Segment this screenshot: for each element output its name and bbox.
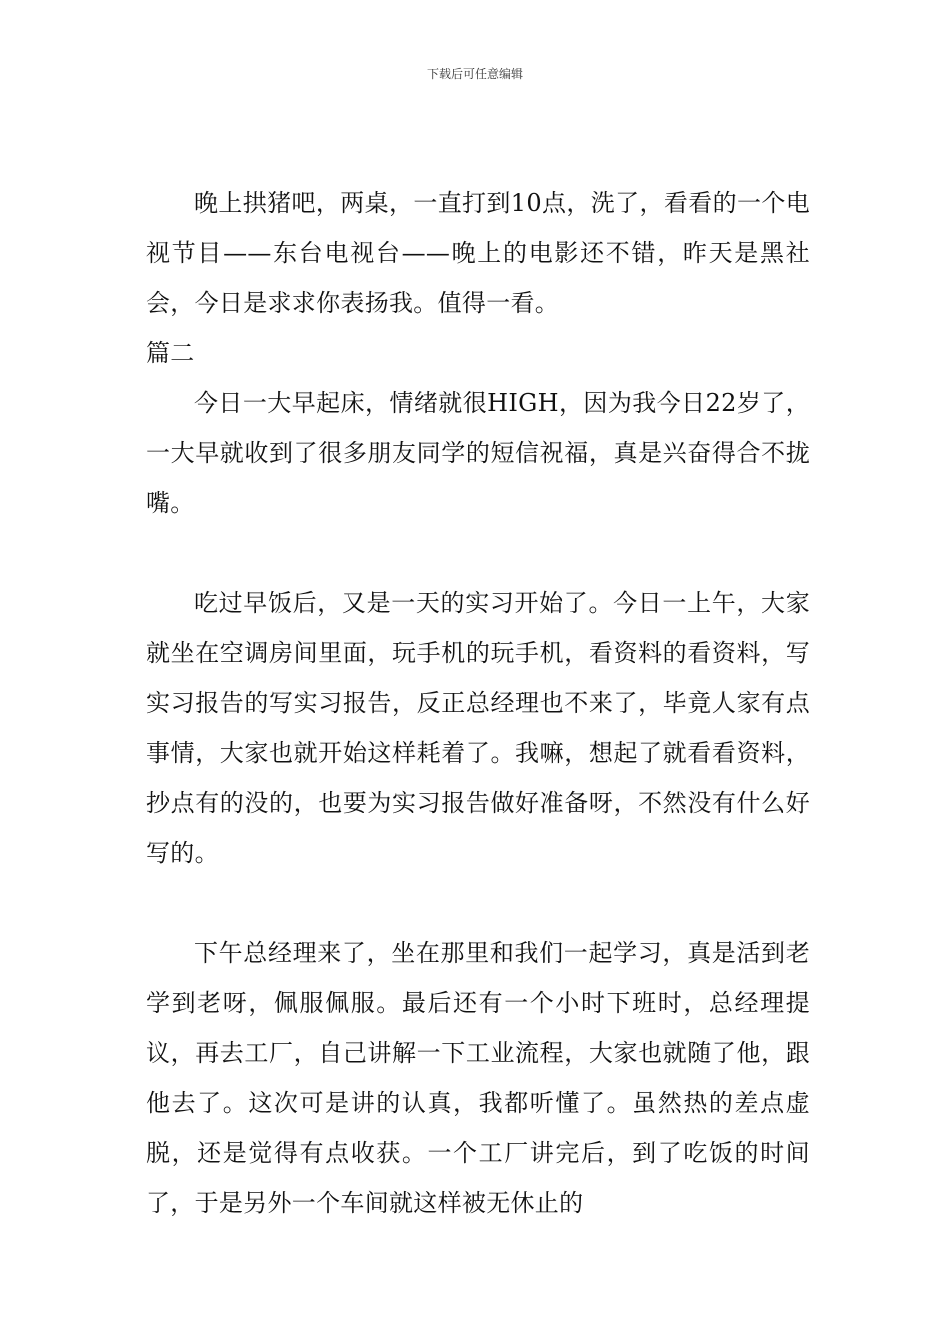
section-heading: 篇二 bbox=[146, 339, 195, 367]
document-body bbox=[146, 178, 810, 1228]
paragraph-1: 晚上拱猪吧，两桌，一直打到10点，洗了，看看的一个电视节目——东台电视台——晚上的电影还不错，昨天是黑社会，今日是求求你表扬我。值得一看。 bbox=[146, 189, 810, 317]
paragraph-2: 今日一大早起床，情绪就很HIGH，因为我今日22岁了，一大早就收到了很多朋友同学的短信祝福，真是兴奋得合不拢嘴。 bbox=[146, 389, 810, 517]
page-header-note: 下载后可任意编辑 bbox=[426, 67, 523, 81]
paragraph-spacer bbox=[146, 878, 810, 928]
paragraph-4: 下午总经理来了，坐在那里和我们一起学习，真是活到老学到老呀，佩服佩服。最后还有一个小时下班时，总经理提议，再去工厂，自己讲解一下工业流程，大家也就随了他，跟他去了。这次可是讲的认真，我都听懂了。虽然热的差点虚脱，还是觉得有点收获。一个工厂讲完后，到了吃饭的时间了，于是另外一个车间就这样被无休止的 bbox=[146, 939, 810, 1217]
paragraph-3: 吃过早饭后，又是一天的实习开始了。今日一上午，大家就坐在空调房间里面，玩手机的玩手机，看资料的看资料，写实习报告的写实习报告，反正总经理也不来了，毕竟人家有点事情，大家也就开始这样耗着了。我嘛，想起了就看看资料，抄点有的没的，也要为实习报告做好准备呀，不然没有什么好写的。 bbox=[146, 589, 810, 867]
paragraph-spacer bbox=[146, 528, 810, 578]
